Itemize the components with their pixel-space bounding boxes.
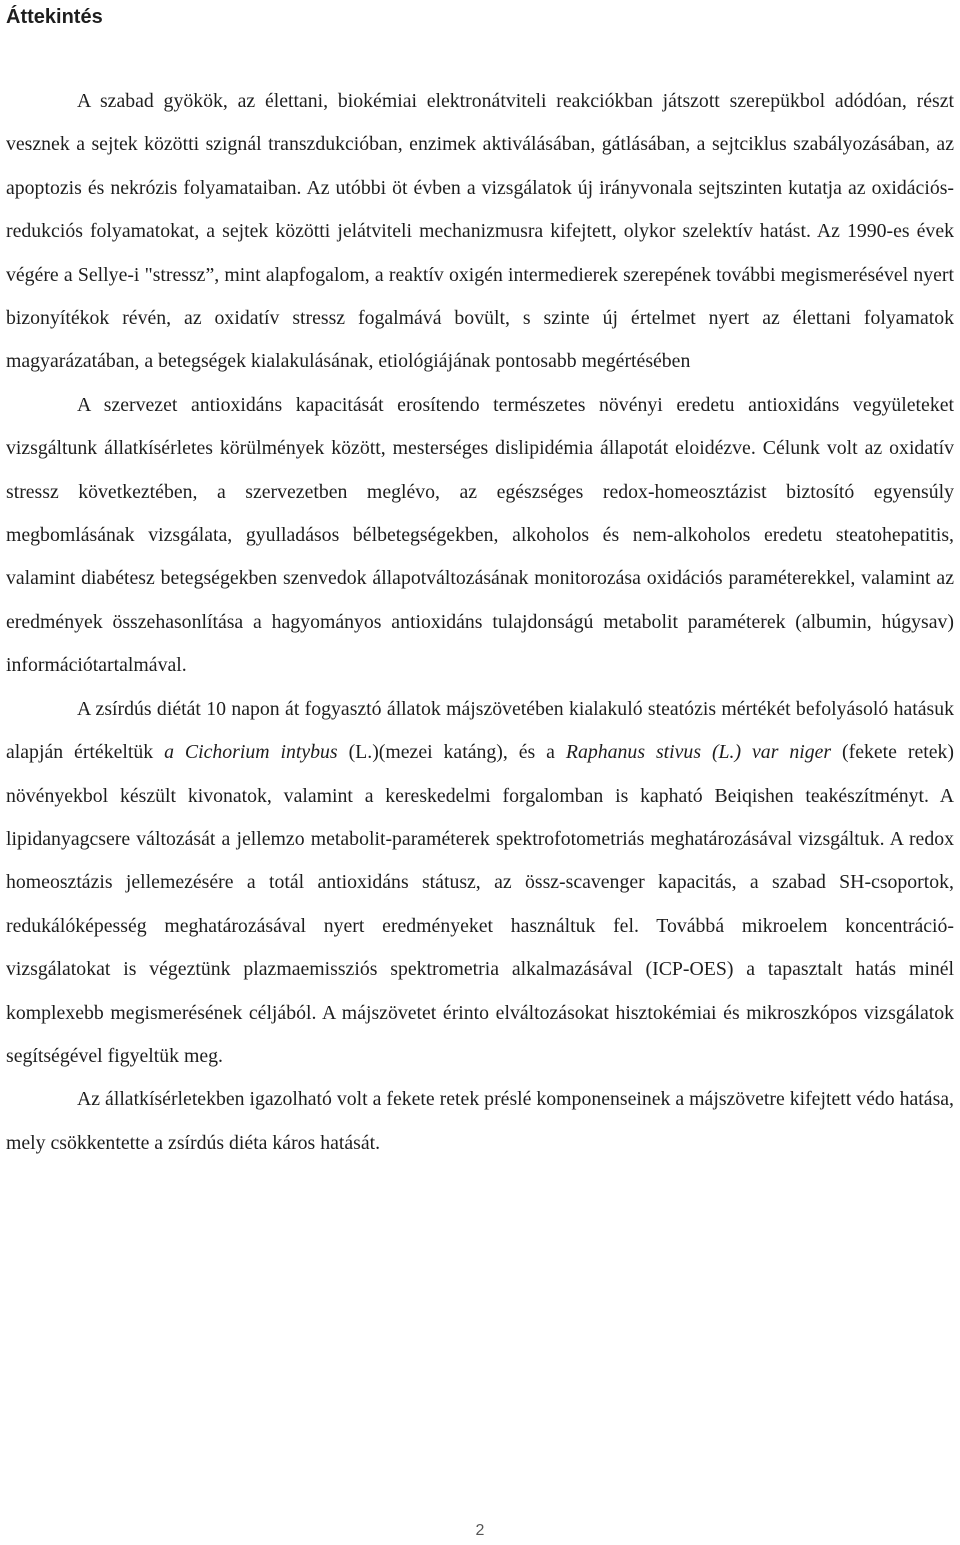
section-heading: Áttekintés xyxy=(6,6,103,28)
page-number: 2 xyxy=(475,1522,485,1539)
methods-text-2: (L.)(mezei katáng), és a xyxy=(337,741,566,764)
paragraph-study-aims: A szervezet antioxidáns kapacitását erosítendo természetes növényi eredetu antioxidáns vegyületeket vizsgáltunk állatkísérletes körülmények között, mesterséges dislipidémia állapotát eloidézve. Célunk volt az oxidatív stressz következtében, a szervezetben meglévo, az egészséges redox-homeosztázist biztosító egyensúly megbomlásának vizsgálata, gyulladásos bélbetegségekben, alkoholos és nem-alkoholos eredetu steatohepatitis, valamint diabétesz betegségekben szenvedok állapotváltozásának monitorozása oxidációs paraméterekkel, valamint az eredmények összehasonlítása a hagyományos antioxidáns tulajdonságú metabolit paraméterek (albumin, húgysav) információtartalmával. xyxy=(6,393,954,677)
methods-text-1: A zsírdús diétát 10 napon át fogyasztó állatok májszövetében kialakuló steatózis mértékét befolyásoló hatásuk alapján értékeltük xyxy=(6,697,954,764)
body-text xyxy=(6,80,954,1165)
paragraph-conclusion: Az állatkísérletekben igazolható volt a fekete retek préslé komponenseinek a májszövetre kifejtett védo hatása, mely csökkentette a zsírdús diéta káros hatását. xyxy=(6,1088,954,1154)
paragraph-free-radicals: A szabad gyökök, az élettani, biokémiai elektronátviteli reakciókban játszott szerepükbol adódóan, részt vesznek a sejtek közötti szignál transzdukcióban, enzimek aktiválásában, gátlásában, a sejtciklus szabályozásában, az apoptozis és nekrózis folyamataiban. Az utóbbi öt évben a vizsgálatok új irányvonala sejtszinten kutatja az oxidációs-redukciós folyamatokat, a sejtek közötti jelátviteli mechanizmusra kifejtett, olykor szelektív hatást. Az 1990-es évek végére a Sellye-i "stressz”, mint alapfogalom, a reaktív oxigén intermedierek szerepének további megismerésével nyert bizonyítékok révén, az oxidatív stressz fogalmává bovült, s szinte új értelmet nyert az élettani folyamatok magyarázatában, a betegségek kialakulásának, etiológiájának pontosabb megértésében xyxy=(6,90,954,373)
species-name-cichorium: a Cichorium intybus xyxy=(164,741,338,764)
paragraph-methods xyxy=(6,688,954,1079)
methods-text-3: (fekete retek) növényekbol készült kivonatok, valamint a kereskedelmi forgalomban is kapható Beiqishen teakészítményt. A lipidanyagcsere változását a jellemzo metabolit-paraméterek spektrofotometriás meghatározásával vizsgáltuk. A redox homeosztázis jellemezésére a totál antioxidáns státusz, az össz-scavenger kapacitás, a szabad SH-csoportok, redukálóképesség meghatározásával nyert eredményeket használtuk fel. Továbbá mikroelem koncentráció-vizsgálatokat is végeztünk plazmaemissziós spektrometria alkalmazásával (ICP-OES) a tapasztalt hatás minél komplexebb megismerésének céljából. A májszövetet érinto elváltozásokat hisztokémiai és mikroszkópos vizsgálatok segítségével figyeltük meg. xyxy=(6,741,954,1067)
species-name-raphanus: Raphanus stivus (L.) var niger xyxy=(565,741,832,764)
